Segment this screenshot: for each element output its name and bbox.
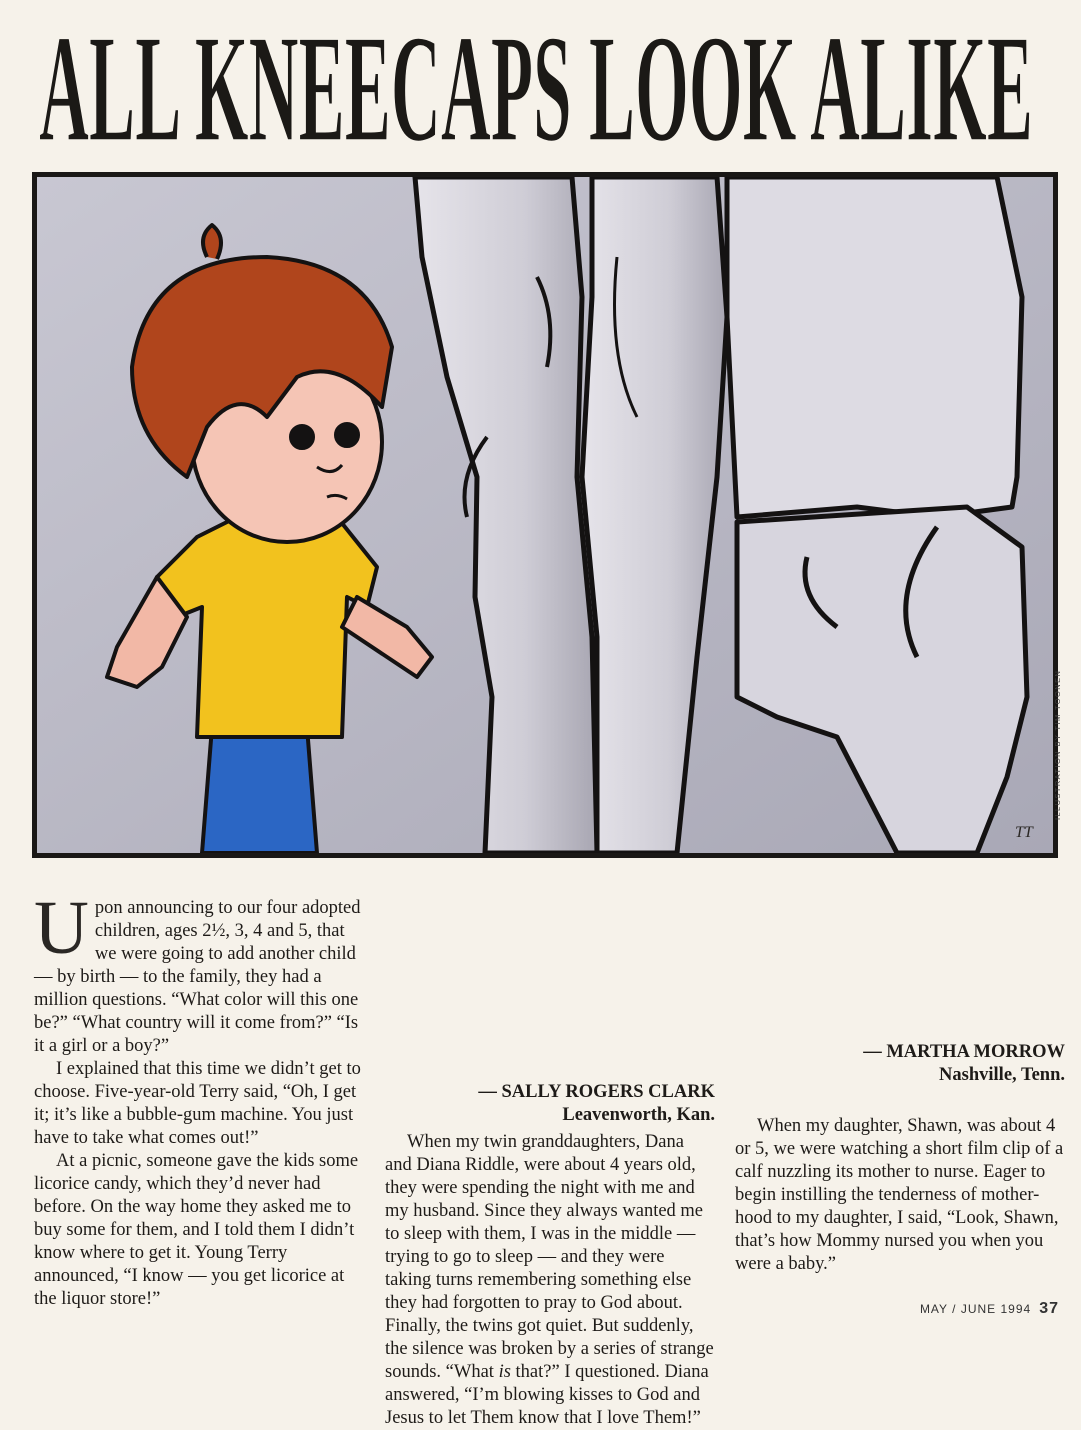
column-3 [735, 1041, 1065, 1276]
story2-author: — MARTHA MORROW [863, 1042, 1065, 1062]
story2-p1-end: that?” I questioned. Diana answered, “I’m blowing kisses to God and Jesus to let Them know that I love Them!” [385, 1362, 709, 1428]
column-2 [385, 1081, 715, 1127]
title-text: ALL KNEECAPS LOOK ALIKE [39, 8, 1033, 158]
page-folio [920, 1300, 1059, 1318]
drop-cap: U [34, 886, 89, 970]
story1-p1-text: pon announcing to our four adopted children, ages 2½, 3, 4 and 5, that we were going to add another child — by birth — to the family, they had a million questions. “What color will this one be?” “What country will it come from?” “Is it a girl or a boy?” [34, 898, 361, 1056]
column-1 [34, 886, 364, 1311]
story1-paragraph-2: I explained that this time we didn’t get to choose. Five-year-old Terry said, “Oh, I get it; it’s like a bubble-gum machine. You just have to take what comes out!” [34, 1059, 361, 1148]
article-title [36, 8, 1036, 158]
story2-location: Nashville, Tenn. [939, 1065, 1065, 1085]
cartoon-svg [37, 177, 1053, 853]
spacer [735, 1087, 1065, 1115]
cartoon-illustration [32, 172, 1058, 858]
story2-paragraph [385, 1131, 715, 1430]
story1-location: Leavenworth, Kan. [562, 1105, 715, 1125]
page-number: 37 [1039, 1300, 1059, 1317]
illustration-credit: ILLUSTRATION BY TIM TOONEN [1053, 669, 1062, 820]
story1-paragraph-1 [34, 886, 364, 1058]
story1-paragraph-3: At a picnic, someone gave the kids some licorice candy, which they’d never had before. On the way home they asked me to buy some for them, and I told them I didn’t know where to get it. Young Terry announced, “I know — you get licorice at the liquor store!” [34, 1151, 359, 1309]
column-2-story2 [385, 1131, 715, 1430]
story2-emphasis: is [498, 1362, 511, 1382]
issue-date: MAY / JUNE 1994 [919, 1302, 1032, 1316]
story2-p1-text: When my twin granddaughters, Dana and Diana Riddle, were about 4 years old, they were spending the night with me and my husband. Since they always wanted me to sleep with them, I was in the middle — trying to go to sleep — and they were taking turns remembering something else they had forgotten to pray to God about. Finally, the twins got quiet. But suddenly, the silence was broken by a series of strange sounds. “What [385, 1132, 714, 1382]
title-svg [36, 8, 1036, 158]
story1-author: — SALLY ROGERS CLARK [478, 1082, 715, 1102]
artist-signature-mark: TT [1015, 824, 1033, 841]
story3-paragraph: When my daughter, Shawn, was about 4 or 5, we were watching a short film clip of a calf nuzzling its mother to nurse. Eager to begin instilling the tenderness of mother-hood to my daughter, I said, “Look, Shawn, that’s how Mommy nursed you when you were a baby.” [735, 1116, 1064, 1274]
